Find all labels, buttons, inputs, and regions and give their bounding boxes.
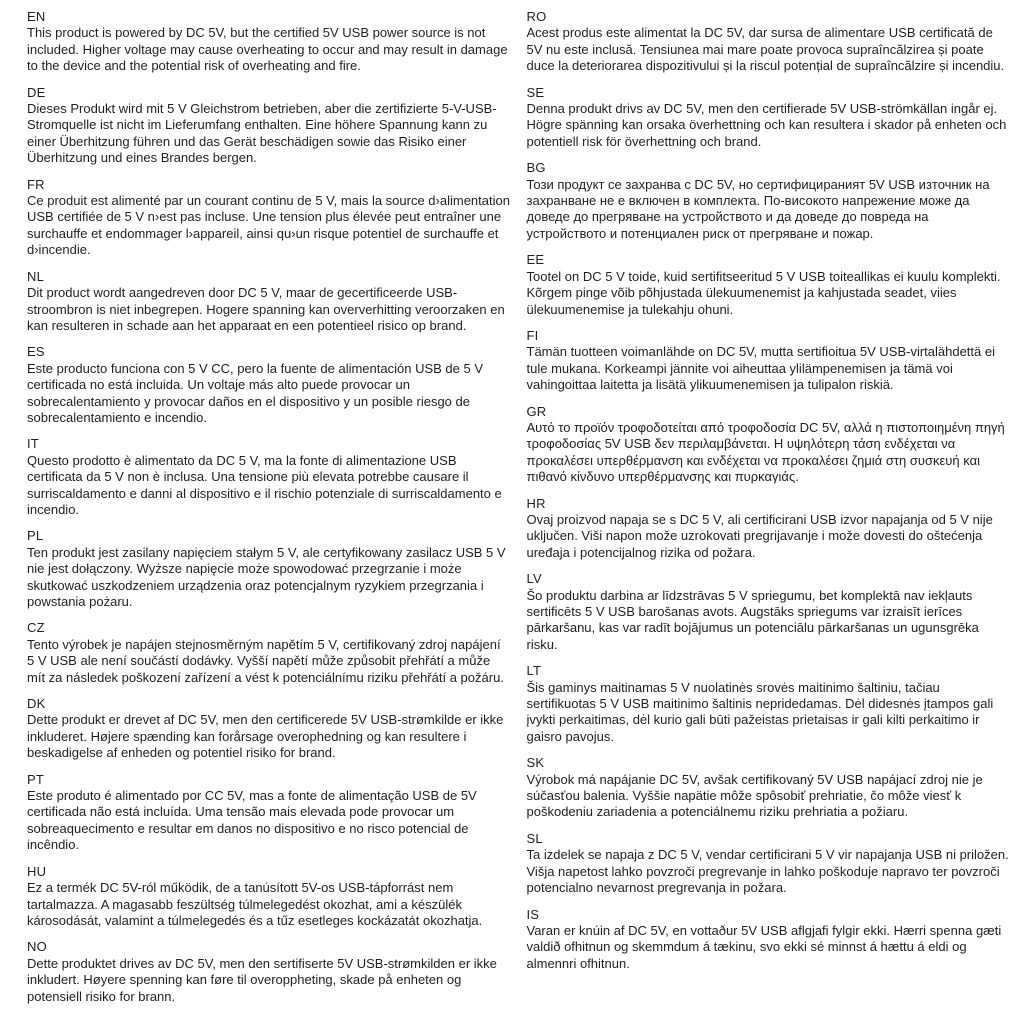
language-section-is [527, 907, 1011, 973]
language-section-en [27, 9, 511, 75]
warning-text: Ce produit est alimenté par un courant continu de 5 V, mais la source d›alimentation USB certifiée de 5 V n›est pas incluse. Une tension plus élevée peut entraîner une surchauffe et endommager l›appareil, ainsi qu›un risque potentiel de surchauffe et d›incendie. [27, 193, 510, 258]
warning-text: This product is powered by DC 5V, but the certified 5V USB power source is not included. Higher voltage may cause overheating to occur and may result in damage to the device and the potential risk of overheating and fire. [27, 25, 508, 74]
warning-text: Dit product wordt aangedreven door DC 5 V, maar de gecertificeerde USB-stroombron is niet inbegrepen. Hogere spanning kan oververhitting veroorzaken en kan resulteren in schade aan het apparaat en een potentieel risico op brand. [27, 285, 505, 333]
language-code: PT [27, 771, 45, 787]
language-section-gr [527, 404, 1011, 486]
language-code: FR [27, 176, 45, 192]
language-code: SL [526, 830, 543, 846]
language-code: GR [526, 403, 547, 419]
language-code: FI [526, 327, 539, 343]
language-section-lt [527, 663, 1011, 745]
warning-text: Tootel on DC 5 V toide, kuid sertifitseeritud 5 V USB toiteallikas ei kuulu komplekti. Kõrgem pinge võib põhjustada ülekuumenemist ja kahjustada seadet, viies ülekuumenemise ja tulekahju ohuni. [526, 268, 1001, 317]
language-section-pt [27, 772, 511, 854]
language-section-se [527, 85, 1011, 151]
language-section-fr [27, 177, 511, 259]
language-section-sl [527, 831, 1011, 897]
language-section-ee [527, 252, 1011, 318]
language-code: IS [526, 906, 540, 922]
language-code: NO [27, 939, 47, 955]
language-section-no [27, 939, 511, 1005]
warning-text: Ten produkt jest zasilany napięciem stałym 5 V, ale certyfikowany zasilacz USB 5 V nie jest dołączony. Wyższe napięcie może spowodować przegrzanie i może skutkować uszkodzeniem urządzenia oraz potencjalnym ryzykiem przegrzania i powstania pożaru. [27, 544, 506, 609]
warning-text: Ta izdelek se napaja z DC 5 V, vendar certificirani 5 V vir napajanja USB ni priložen. Višja napetost lahko povzroči pregrevanje in lahko poškoduje napravo ter povzroči potencialno nevarnost pregrevanja in požara. [526, 847, 1009, 896]
warning-text: Este produto é alimentado por CC 5V, mas a fonte de alimentação USB de 5V certificada não está incluída. Uma tensão mais elevada pode provocar um sobreaquecimento e resultar em danos no dispositivo e no risco potencial de incêndio. [27, 788, 477, 853]
warning-text: Tento výrobek je napájen stejnosměrným napětím 5 V, certifikovaný zdroj napájení 5 V USB ale není součástí dodávky. Vyšší napětí může způsobit přehřátí a může mít za následek poškození zařízení a vést k potenciálnímu riziku přehřátí a požáru. [27, 636, 504, 685]
language-section-de [27, 85, 511, 167]
warning-text: Šo produktu darbina ar līdzstrāvas 5 V spriegumu, bet komplektā nav iekļauts sertificēts 5 V USB barošanas avots. Augstāks spriegums var izraisīt ierīces pārkaršanu, kas var radīt bojājumus un potenciālu pārkaršanas un ugunsgrēka risku. [526, 587, 979, 652]
language-section-fi [527, 328, 1011, 394]
warning-text: Šis gaminys maitinamas 5 V nuolatinės srovės maitinimo šaltiniu, tačiau sertifikuotas 5 V USB maitinimo šaltinis nepridedamas. Dėl didesnės įtampos gali įvykti perkaitimas, dėl kurio gali būti pažeistas prietaisas ir gali kilti perkaitimo ir gaisro pavojus. [526, 679, 994, 744]
right-column [527, 9, 1011, 982]
language-code: DK [27, 696, 46, 712]
warning-text: Questo prodotto è alimentato da DC 5 V, ma la fonte di alimentazione USB certificata da 5 V non è inclusa. Una tensione più elevata potrebbe causare il surriscaldamento e danni al dispositivo e il rischio potenziale di surriscaldamento e incendio. [27, 452, 502, 517]
warning-text: Dette produktet drives av DC 5V, men den sertifiserte 5V USB-strømkilden er ikke inkludert. Høyere spenning kan føre til overoppheting, skade på enheten og potensiell risiko for brann. [27, 955, 497, 1004]
language-section-it [27, 436, 511, 518]
language-section-ro [527, 9, 1011, 75]
language-code: HR [526, 495, 546, 511]
warning-text: Acest produs este alimentat la DC 5V, dar sursa de alimentare USB certificată de 5V nu este inclusă. Tensiunea mai mare poate provoca supraîncălzirea și poate duce la deteriorarea dispozitivului și la riscul potențial de supraîncălzire și incendiu. [526, 25, 1005, 74]
warning-text: Ez a termék DC 5V-ról működik, de a tanúsított 5V-os USB-tápforrást nem tartalmazza. A magasabb feszültség túlmelegedést okozhat, ami a készülék károsodását, valamint a túlmelegedés és a tűz esetleges kockázatát okozhatja. [27, 880, 483, 928]
language-code: IT [27, 436, 39, 452]
language-code: SE [526, 84, 545, 100]
language-code: LV [526, 571, 542, 587]
language-section-cz [27, 620, 511, 686]
language-code: CZ [27, 620, 45, 636]
language-section-lv [527, 571, 1011, 653]
language-code: RO [526, 9, 547, 24]
warning-text: Varan er knúin af DC 5V, en vottaður 5V USB aflgjafi fylgir ekki. Hærri spenna gæti valdið ofhitnun og skemmdum á tækinu, svo ekki sé minnst á hættu á eldi og almennri ofhitnun. [526, 922, 1002, 971]
language-section-pl [27, 528, 511, 610]
warning-text: Este producto funciona con 5 V CC, pero la fuente de alimentación USB de 5 V certificada no está incluida. Un voltaje más alto puede provocar un sobrecalentamiento y provocar daños en el dispositivo y un posible riesgo de sobrecalentamiento e incendio. [27, 360, 483, 425]
warning-text: Výrobok má napájanie DC 5V, avšak certifikovaný 5V USB napájací zdroj nie je súčasťou balenia. Vyššie napätie môže spôsobiť prehriatie, čo môže viesť k poškodeniu zariadenia a potenciálnemu riziku prehriatia a požiaru. [526, 771, 983, 820]
language-code: NL [27, 268, 45, 284]
language-code: SK [526, 755, 545, 771]
language-section-hu [27, 864, 511, 930]
warning-text: Αυτό το προϊόν τροφοδοτείται από τροφοδοσία DC 5V, αλλά η πιστοποιημένη πηγή τροφοδοσίας 5V USB δεν περιλαμβάνεται. Η υψηλότερη τάση ενδέχεται να προκαλέσει υπερθέρμανση και ενδέχεται να προκαλέσει ζημιά στη συσκευή και πιθανό κίνδυνο υπερθέρμανσης και πυρκαγιάς. [526, 419, 1005, 485]
warning-text: Tämän tuotteen voimanlähde on DC 5V, mutta sertifioitua 5V USB-virtalähdettä ei tule mukana. Korkeampi jännite voi aiheuttaa ylilämpenemisen ja tämä voi vahingoittaa laitetta ja lisätä ylikuumenemisen ja tulipalon riskiä. [526, 344, 995, 393]
language-section-nl [27, 269, 511, 335]
language-section-sk [527, 755, 1011, 821]
language-section-es [27, 344, 511, 426]
warning-text: Dieses Produkt wird mit 5 V Gleichstrom betrieben, aber die zertifizierte 5-V-USB-Stromquelle ist nicht im Lieferumfang enthalten. Eine höhere Spannung kann zu einer Überhitzung führen und das Gerät beschädigen sowie das Risiko einer Überhitzung und eines Brandes bergen. [27, 101, 497, 166]
language-code: LT [526, 663, 542, 679]
language-code: ES [27, 344, 45, 360]
warning-text: Denna produkt drivs av DC 5V, men den certifierade 5V USB-strömkällan ingår ej. Högre spänning kan orsaka överhettning och kan resultera i skador på enheten och potentiell risk för överhettning och brand. [526, 101, 1007, 149]
two-column-layout [27, 9, 1010, 1015]
language-code: EE [526, 252, 545, 268]
left-column [27, 9, 511, 1015]
language-code: DE [27, 84, 46, 100]
language-section-hr [527, 496, 1011, 562]
language-code: BG [526, 160, 546, 176]
warning-text: Dette produkt er drevet af DC 5V, men den certificerede 5V USB-strømkilde er ikke inkluderet. Højere spænding kan forårsage overophedning og kan resultere i beskadigelse af enheden og potentiel risiko for brand. [27, 712, 504, 761]
language-section-bg [527, 160, 1011, 242]
warning-text: Този продукт се захранва с DC 5V, но сертифицираният 5V USB източник на захранване не е включен в комплекта. По-високото напрежение може да доведе до прегряване на устройството и да доведе до повреда на устройството и потенциален риск от прегряване и пожар. [526, 176, 990, 241]
language-code: EN [27, 9, 46, 24]
language-code: PL [27, 528, 44, 544]
language-code: HU [27, 863, 47, 879]
warning-text: Ovaj proizvod napaja se s DC 5 V, ali certificirani USB izvor napajanja od 5 V nije uključen. Viši napon može uzrokovati pregrijavanje i može dovesti do oštećenja uređaja i potencijalnog rizika od požara. [526, 511, 993, 560]
language-section-dk [27, 696, 511, 762]
